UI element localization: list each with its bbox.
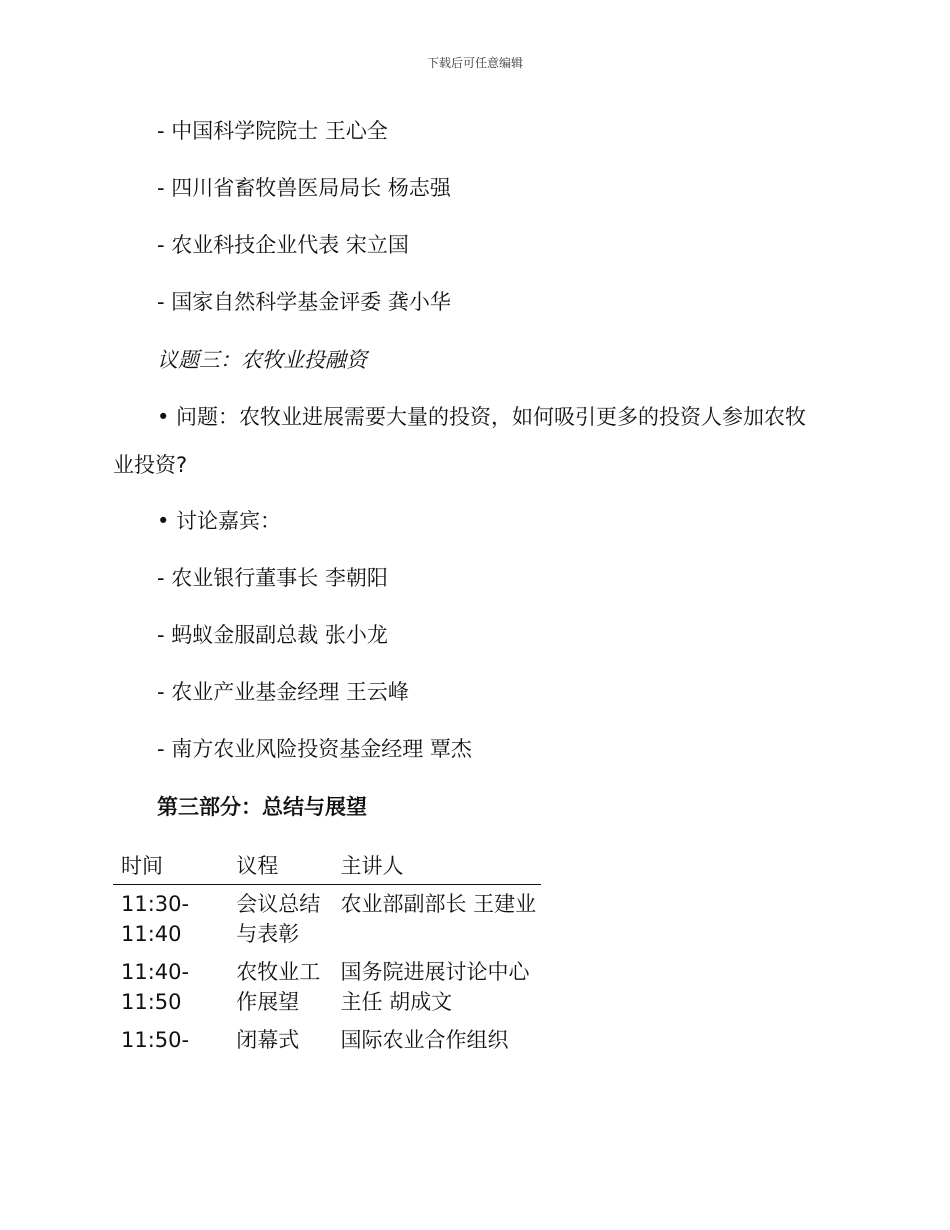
column-header-speaker: 主讲人	[333, 848, 542, 885]
guest-item: - 中国科学院院士 王心全	[157, 119, 388, 143]
section-heading: 第三部分：总结与展望	[157, 795, 367, 819]
guest-item: - 农业产业基金经理 王云峰	[157, 680, 409, 704]
cell-agenda: 农牧业工作展望	[236, 960, 321, 1014]
table-header-row	[113, 848, 541, 885]
guest-item: - 农业银行董事长 李朝阳	[157, 566, 388, 590]
cell-time: 11:30-11:40	[121, 892, 190, 946]
column-header-agenda: 议程	[228, 848, 332, 885]
schedule-table	[113, 848, 541, 1059]
cell-speaker: 国际农业合作组织	[340, 1028, 509, 1052]
cell-time: 11:40-11:50	[121, 960, 190, 1014]
cell-speaker: 农业部副部长 王建业	[340, 892, 537, 916]
cell-agenda: 会议总结与表彰	[236, 892, 321, 946]
topic-heading: 议题三：农牧业投融资	[157, 348, 367, 372]
guest-item: - 蚂蚁金服副总裁 张小龙	[157, 623, 388, 647]
guest-item: - 南方农业风险投资基金经理 覃杰	[157, 737, 472, 761]
table-row	[113, 953, 541, 1021]
question-text: • 问题：农牧业进展需要大量的投资，如何吸引更多的投资人参加农牧	[157, 405, 807, 429]
cell-time: 11:50-	[121, 1028, 190, 1052]
table-row	[113, 1021, 541, 1059]
guests-label: • 讨论嘉宾：	[157, 509, 282, 533]
guest-item: - 国家自然科学基金评委 龚小华	[157, 290, 451, 314]
guest-item: - 四川省畜牧兽医局局长 杨志强	[157, 176, 451, 200]
cell-speaker: 国务院进展讨论中心主任 胡成文	[340, 960, 530, 1014]
column-header-time: 时间	[113, 848, 228, 885]
cell-agenda: 闭幕式	[236, 1028, 300, 1052]
question-text-continued: 业投资?	[113, 453, 188, 477]
page-header-note: 下载后可任意编辑	[426, 56, 523, 70]
table-row	[113, 885, 541, 954]
guest-item: - 农业科技企业代表 宋立国	[157, 233, 409, 257]
